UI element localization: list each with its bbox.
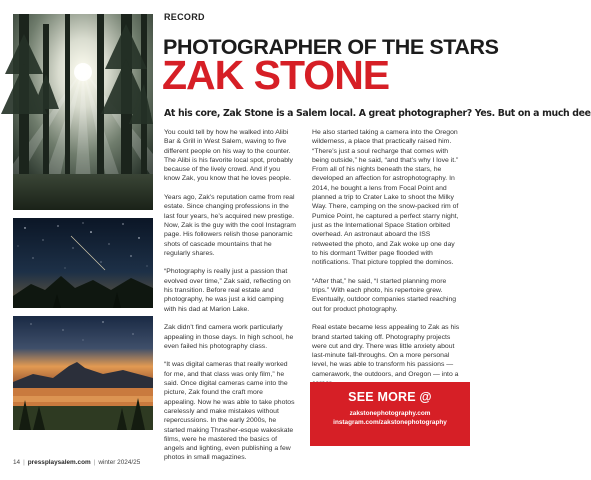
footer-divider: | (23, 459, 25, 466)
see-more-title: SEE MORE @ (348, 390, 432, 404)
paragraph: Real estate became less appealing to Zak as his brand started taking off. Photography projects were cut and dry. There was little anxiety about last-minute fall-throughs. On a more personal level, he was able to transform his passions — camerawork, the outdoors, and Oregon — into a (312, 324, 460, 378)
issue-label: winter 2024/25 (98, 459, 141, 466)
section-label: RECORD (164, 12, 205, 22)
article-deck: At his core, Zak Stone is a Salem local. A great photographer? Yes. But on a much dee (164, 108, 591, 119)
see-more-box (310, 382, 470, 446)
paragraph: “Photography is really just a passion that evolved over time,” Zak said, reflecting on his transition. Before real estate and photography, he was just a kid camping with his dad at Marion Lake. (164, 268, 291, 313)
page-footer (13, 459, 140, 466)
right-text-column (312, 128, 462, 398)
starry-sky-photo (13, 218, 153, 308)
paragraph: “After that,” he said, “I started planning more trips.” With each photo, his repertoire grew. Eventually, outdoor companies started reaching out for product photography. (312, 277, 457, 313)
subject-name: ZAK STONE (162, 52, 390, 98)
paragraph: He also started taking a camera into the Oregon wilderness, a place that practically raised him. “There’s just a soul recharge that comes with being outside,” he said, “and that’s why I love it.” From all of his nights beneath the stars, he developed an affection for astrophotography. In 2014, he bought a lens from Focal Point and planned a trip to Crater Lake to shoot the Milky Way. There, camping on the snow-packed rim of Pumice Point, he captured a perfect starry night, just as the International Space Station orbited overhead. An astronaut aboard the ISS retweeted the photo, and Zak woke up one day to his dormant Twitter page flooded with notifications. That picture toppled the dominos. (312, 129, 459, 267)
article-headline: PHOTOGRAPHER OF THE STARS (163, 35, 499, 59)
footer-divider: | (93, 459, 96, 466)
paragraph: Years ago, Zak’s reputation came from real estate. Since changing professions in the last four years, he’s acquired new prestige. Now, Zak is the guy with the cool Instagram page. His followers relish those panoramic shots of cascade mountains that he regularly shares. (164, 194, 296, 257)
paragraph: “It was digital cameras that really worked for me, and that class was only film,” he said. Once digital cameras came into the picture, Zak found the craft more appealing. Now he was able to take photos carelessly and make mistakes without repercussions. In the early 2000s, he started making Thrasher-esque wakeskate films, were he mastered the basics of angels and lighting, even publishing a few photos in small magazines. (164, 361, 295, 462)
forest-sunrays-photo (13, 14, 153, 210)
paragraph: You could tell by how he walked into Alibi Bar & Grill in West Salem, waving to five different people on his way to the counter. The Alibi is his favorite local spot, probably because of the lively crowd. And if you know Zak, you know that he loves people. (164, 129, 293, 183)
website-link[interactable]: zakstonephotography.com (349, 410, 431, 417)
mountain-lake-photo (13, 316, 153, 430)
page-number: 14 (13, 459, 21, 466)
instagram-link[interactable]: instagram.com/zakstonephotography (333, 419, 447, 426)
paragraph: Zak didn’t find camera work particularly appealing in those days. In high school, he even failed his photography class. (164, 324, 294, 350)
publication-link[interactable]: pressplaysalem.com (27, 459, 91, 466)
left-text-column (164, 128, 296, 472)
